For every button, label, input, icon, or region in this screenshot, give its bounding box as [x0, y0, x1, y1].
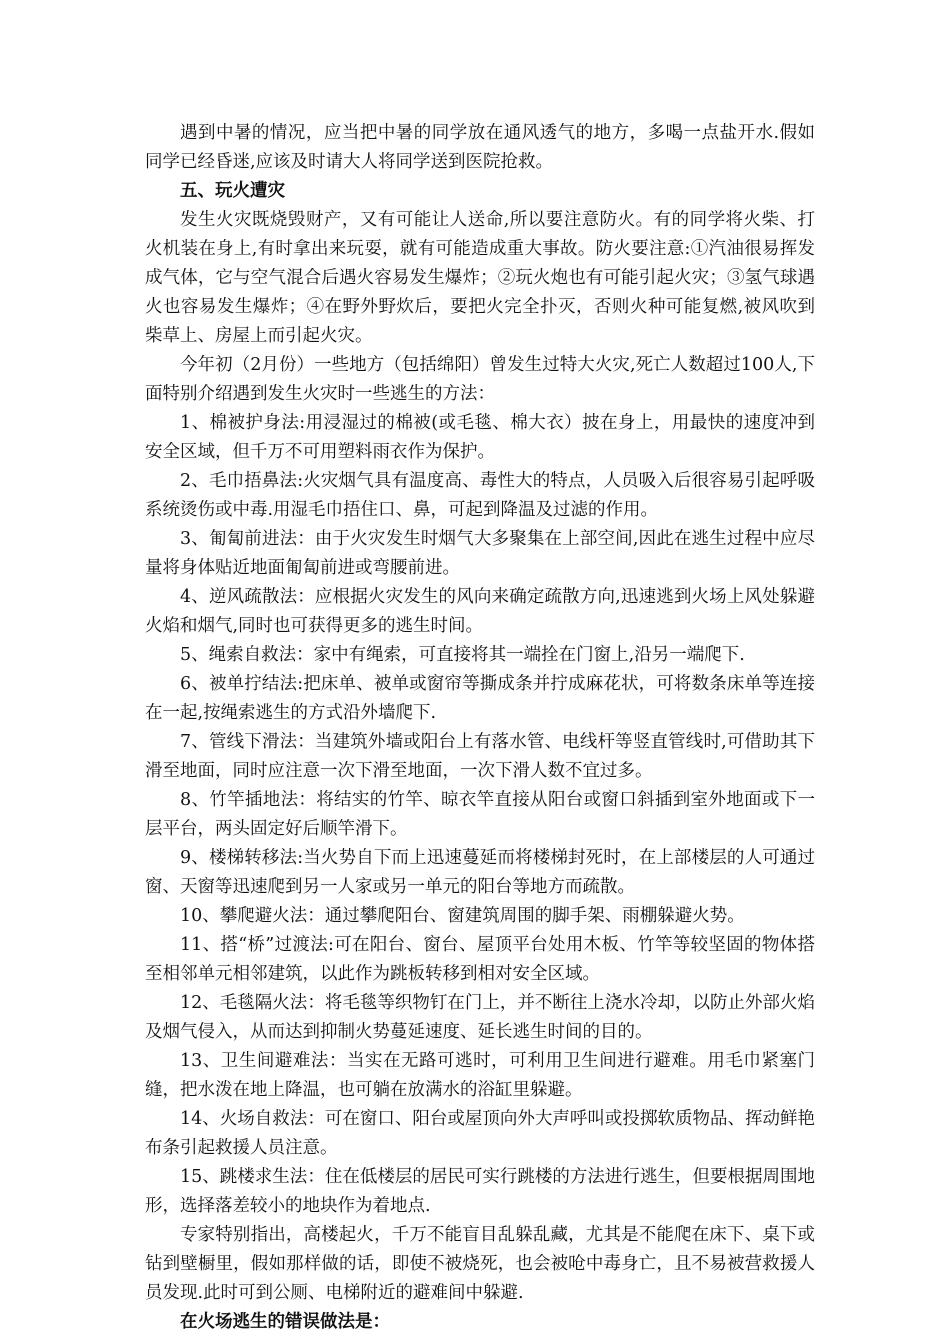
list-item-escape-method-4: 4、逆风疏散法：应根据火灾发生的风向来确定疏散方向,迅速逃到火场上风处躲避火焰和烟气,同时也可获得更多的逃生时间。 — [145, 587, 815, 636]
list-item-escape-method-14: 14、火场自救法：可在窗口、阳台或屋顶向外大声呼叫或投掷软质物品、挥动鲜艳布条引起救援人员注意。 — [145, 1109, 815, 1158]
list-item-escape-method-5: 5、绳索自救法：家中有绳索，可直接将其一端拴在门窗上,沿另一端爬下. — [180, 645, 745, 665]
paragraph-fire-intro: 今年初（2月份）一些地方（包括绵阳）曾发生过特大火灾,死亡人数超过100人,下面特别介绍遇到发生火灾时一些逃生的方法： — [145, 355, 815, 404]
section-heading-fire: 五、玩火遭灾 — [180, 181, 285, 201]
list-item-escape-method-9: 9、楼梯转移法:当火势自下而上迅速蔓延而将楼梯封死时，在上部楼层的人可通过窗、天窗等迅速爬到另一人家或另一单元的阳台等地方而疏散。 — [145, 848, 815, 897]
list-item-escape-method-1: 1、棉被护身法:用浸湿过的棉被(或毛毯、棉大衣）披在身上，用最快的速度冲到安全区域，但千万不可用塑料雨衣作为保护。 — [145, 413, 815, 462]
list-item-escape-method-12: 12、毛毯隔火法：将毛毯等织物钉在门上，并不断往上浇水冷却，以防止外部火焰及烟气侵入，从而达到抑制火势蔓延速度、延长逃生时间的目的。 — [145, 993, 815, 1042]
paragraph-fire-prevention: 发生火灾既烧毁财产，又有可能让人送命,所以要注意防火。有的同学将火柴、打火机装在身上,有时拿出来玩耍，就有可能造成重大事故。防火要注意:①汽油很易挥发成气体，它与空气混合后遇火容易发生爆炸；②玩火炮也有可能引起火灾；③氢气球遇火也容易发生爆炸；④在野外野炊后，要把火完全扑灭，否则火种可能复燃,被风吹到柴草上、房屋上而引起火灾。 — [145, 210, 815, 346]
list-item-escape-method-13: 13、卫生间避难法：当实在无路可逃时，可利用卫生间进行避难。用毛巾紧塞门缝，把水泼在地上降温，也可躺在放满水的浴缸里躲避。 — [145, 1051, 815, 1100]
list-item-escape-method-2: 2、毛巾捂鼻法:火灾烟气具有温度高、毒性大的特点，人员吸入后很容易引起呼吸系统烫伤或中毒.用湿毛巾捂住口、鼻，可起到降温及过滤的作用。 — [145, 471, 815, 520]
list-item-escape-method-11: 11、搭“桥”过渡法:可在阳台、窗台、屋顶平台处用木板、竹竿等较坚固的物体搭至相邻单元相邻建筑，以此作为跳板转移到相对安全区域。 — [145, 935, 815, 984]
list-item-escape-method-10: 10、攀爬避火法：通过攀爬阳台、窗建筑周围的脚手架、雨棚躲避火势。 — [180, 906, 745, 926]
section-heading-wrong-practices: 在火场逃生的错误做法是： — [180, 1312, 390, 1332]
list-item-escape-method-7: 7、管线下滑法：当建筑外墙或阳台上有落水管、电线杆等竖直管线时,可借助其下滑至地面，同时应注意一次下滑至地面，一次下滑人数不宜过多。 — [145, 732, 815, 781]
list-item-escape-method-15: 15、跳楼求生法：住在低楼层的居民可实行跳楼的方法进行逃生，但要根据周围地形，选择落差较小的地块作为着地点. — [145, 1167, 815, 1216]
list-item-escape-method-6: 6、被单拧结法:把床单、被单或窗帘等撕成条并拧成麻花状，可将数条床单等连接在一起,按绳索逃生的方式沿外墙爬下. — [145, 674, 815, 723]
list-item-escape-method-3: 3、匍匐前进法：由于火灾发生时烟气大多聚集在上部空间,因此在逃生过程中应尽量将身体贴近地面匍匐前进或弯腰前进。 — [145, 529, 815, 578]
document-body — [145, 119, 815, 1337]
paragraph-expert-advice: 专家特别指出，高楼起火，千万不能盲目乱躲乱藏，尤其是不能爬在床下、桌下或钻到壁橱里，假如那样做的话，即使不被烧死，也会被呛中毒身亡，且不易被营救援人员发现.此时可到公厕、电梯附近的避难间中躲避. — [145, 1225, 815, 1303]
list-item-escape-method-8: 8、竹竿插地法：将结实的竹竿、晾衣竿直接从阳台或窗口斜插到室外地面或下一层平台，两头固定好后顺竿滑下。 — [145, 790, 815, 839]
paragraph-heatstroke-advice: 遇到中暑的情况，应当把中暑的同学放在通风透气的地方，多喝一点盐开水.假如同学已经昏迷,应该及时请大人将同学送到医院抢救。 — [145, 123, 815, 172]
